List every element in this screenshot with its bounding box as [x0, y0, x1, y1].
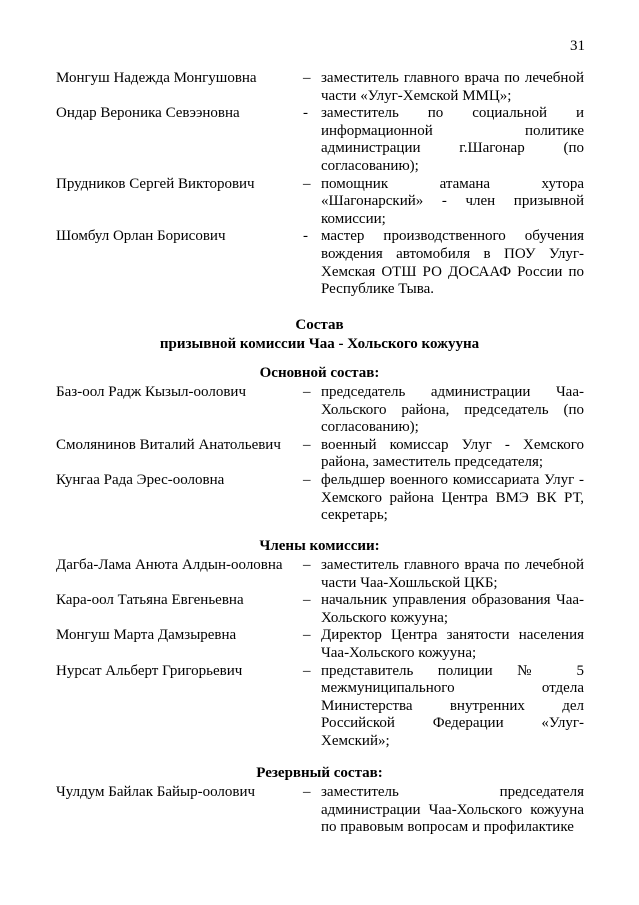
dash: – — [303, 557, 311, 573]
member-entry — [56, 228, 584, 298]
member-role: заместитель по социальной и информационной политике администрации г.Шагонар (по согласованию); — [321, 105, 584, 174]
member-role: председатель администрации Чаа-Хольского района, председатель (по согласованию); — [321, 384, 584, 436]
main-composition-list — [56, 384, 584, 525]
member-name: Кунгаа Рада Эрес-ооловна — [56, 471, 225, 488]
member-entry — [56, 105, 584, 175]
dash: - — [303, 228, 308, 245]
member-entry — [56, 472, 584, 525]
member-name: Монгуш Марта Дамзыревна — [56, 627, 237, 644]
reserve-list — [56, 784, 584, 837]
dash: – — [303, 662, 311, 679]
member-role: фельдшер военного комиссариата Улуг - Хемского района Центра ВМЭ ВК РТ, секретарь; — [321, 471, 584, 524]
member-entry — [56, 176, 584, 229]
dash: – — [303, 384, 311, 400]
members-label: Члены комиссии: — [259, 538, 380, 554]
member-entry — [56, 627, 584, 662]
member-entry — [56, 70, 584, 105]
member-role: заместитель главного врача по лечебной части «Улуг-Хемской ММЦ»; — [321, 70, 584, 104]
member-name: Монгуш Надежда Монгушовна — [56, 70, 257, 86]
member-name: Дагба-Лама Анюта Алдын-ооловна — [56, 557, 283, 573]
member-entry — [56, 384, 584, 437]
member-name: Прудников Сергей Викторович — [56, 175, 255, 192]
dash: – — [303, 784, 311, 800]
member-name: Кара-оол Татьяна Евгеньевна — [56, 592, 244, 609]
member-name: Баз-оол Радж Кызыл-оолович — [56, 384, 246, 400]
members-list — [56, 557, 584, 751]
member-role: Директор Центра занятости населения Чаа-Хольского кожууна; — [321, 627, 584, 661]
dash: – — [303, 627, 311, 644]
member-name: Чулдум Байлак Байыр-оолович — [56, 784, 256, 800]
dash: – — [303, 436, 311, 453]
member-entry — [56, 437, 584, 472]
member-role: помощник атамана хутора «Шагонарский» - член призывной комиссии; — [321, 175, 584, 227]
member-role: представитель полиции № 5 межмуниципального отдела Министерства внутренних дел Российской Федерации «Улуг-Хемский»; — [321, 662, 584, 749]
dash: – — [303, 175, 311, 192]
member-role: заместитель председателя администрации Чаа-Хольского кожууна по правовым вопросам и профилактике — [321, 784, 584, 836]
dash: – — [303, 592, 311, 609]
commission-list-continued — [56, 70, 584, 299]
section-title: Состав — [295, 317, 344, 333]
section-subtitle: призывной комиссии Чаа - Хольского кожууна — [159, 336, 480, 352]
page-number: 31 — [570, 38, 585, 54]
member-entry — [56, 663, 584, 751]
member-name: Нурсат Альберт Григорьевич — [56, 662, 243, 679]
member-role: мастер производственного обучения вождения автомобиля в ПОУ Улуг-Хемская ОТШ РО ДОСААФ России по Республике Тыва. — [321, 228, 584, 298]
dash: - — [303, 105, 308, 122]
main-composition-label: Основной состав: — [259, 365, 380, 381]
member-name: Смолянинов Виталий Анатольевич — [56, 436, 281, 453]
member-name: Ондар Вероника Севээновна — [56, 105, 240, 122]
member-entry — [56, 784, 584, 837]
member-entry — [56, 557, 584, 592]
member-role: военный комиссар Улуг - Хемского района, заместитель председателя; — [321, 436, 584, 471]
member-role: заместитель главного врача по лечебной части Чаа-Хошльской ЦКБ; — [321, 557, 584, 591]
dash: – — [303, 471, 311, 488]
member-role: начальник управления образования Чаа-Хольского кожууна; — [321, 592, 584, 626]
member-name: Шомбул Орлан Борисович — [56, 228, 226, 245]
dash: – — [303, 70, 311, 86]
reserve-composition-label: Резервный состав: — [256, 765, 383, 781]
member-entry — [56, 592, 584, 627]
